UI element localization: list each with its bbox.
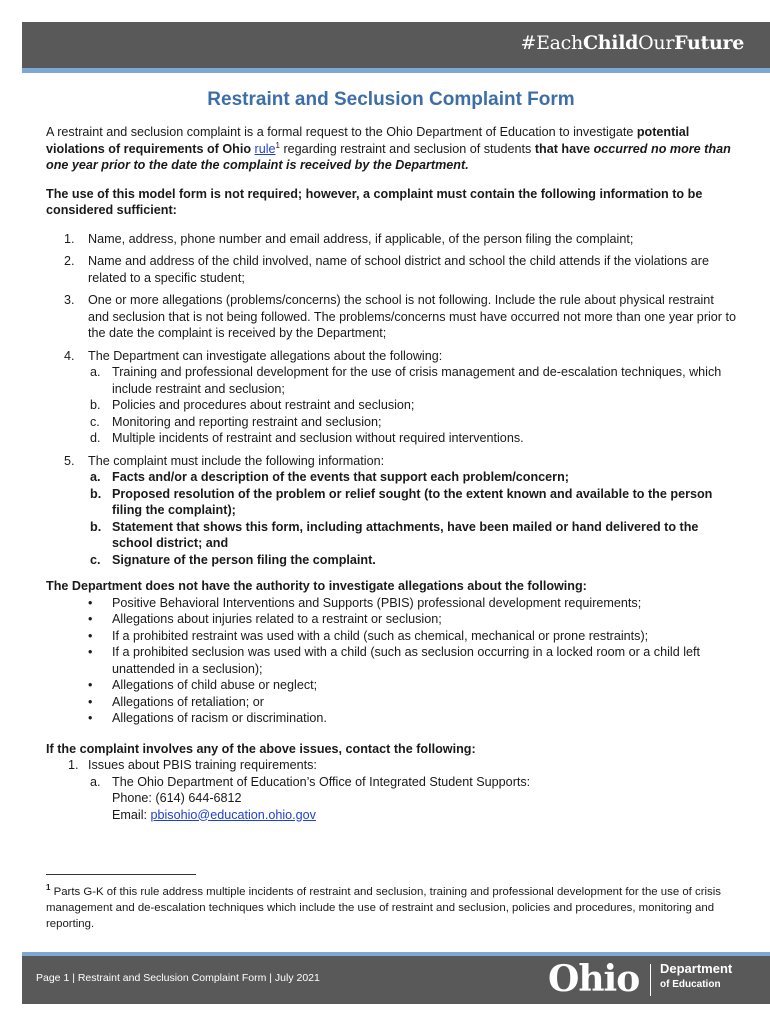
contact-sub-item: a. The Ohio Department of Education’s Office of Integrated Student Supports: [90, 774, 531, 789]
list-item: 1. Name, address, phone number and email address, if applicable, of the person filing the complaint; [64, 231, 634, 246]
sub-item: a. Training and professional development for the use of crisis management and de-escalation techniques, which include restraint and seclusion; [90, 365, 722, 396]
list-item: 2. Name and address of the child involved, name of school district and school the child attends if the violations are related to a specific student; [64, 254, 709, 285]
list-item: • If a prohibited restraint was used with a child (such as chemical, mechanical or prone restraints); [88, 628, 649, 643]
sub-item: b. Statement that shows this form, including attachments, have been mailed or hand delivered to the school district; and [90, 519, 699, 550]
ohio-logo: Ohio [548, 958, 640, 1000]
list-item: 5. The complaint must include the following information: a. Facts and/or a description of the events that support each problem/concern; b. Proposed resolution of the problem or relief sought (to the extent known and available to the person filing the complaint); b. Statement that shows this form, including attachments, have been mailed or hand delivered to the school district; and c. Signature of the person filing the complaint. [46, 453, 736, 569]
contact-heading: If the complaint involves any of the above issues, contact the following: [46, 741, 476, 756]
department-logo-text: Department of Education [660, 961, 733, 990]
list-item: • If a prohibited seclusion was used with a child (such as seclusion occurring in a locked room or a child left unattended in a seclusion); [88, 645, 701, 676]
contact-phone: Phone: (614) 644-6812 [112, 791, 242, 805]
document-body [46, 88, 736, 823]
list-item: • Allegations of child abuse or neglect; [88, 678, 318, 692]
list-item: • Positive Behavioral Interventions and Supports (PBIS) professional development requirements; [88, 595, 642, 610]
sub-item: b. Policies and procedures about restraint and seclusion; [90, 398, 415, 412]
header-bar [22, 22, 770, 68]
no-authority-heading: The Department does not have the authority to investigate allegations about the following: [46, 579, 587, 593]
contact-email: Email: pbisohio@education.ohio.gov [112, 807, 316, 822]
sub-item: c. Monitoring and reporting restraint and seclusion; [90, 414, 382, 429]
footnote: $^1$ Parts G-K of this rule address multiple incidents of restraint and seclusion, training and professional development for the use of crisis management and de-escalation techniques which include the use of restraint and seclusion, policies and procedures, monitoring and reporting. [46, 883, 721, 930]
footnote-divider [46, 874, 196, 875]
list-item: • Allegations about injuries related to a restraint or seclusion; [88, 612, 442, 626]
page-title: Restraint and Seclusion Complaint Form [207, 89, 575, 110]
list-item: • Allegations of racism or discrimination. [88, 711, 327, 725]
sub-item: b. Proposed resolution of the problem or relief sought (to the extent known and available to the person filing the complaint); [90, 486, 713, 517]
list-item: 3. One or more allegations (problems/concerns) the school is not following. Include the rule about physical restraint and seclusion that is not being followed. The problems/concerns must have occurred not more than one year prior to the date the complaint is received by the Department; [64, 293, 737, 340]
hashtag-logo: #EachChildOurFuture [520, 32, 744, 54]
sub-item: a. Facts and/or a description of the events that support each problem/concern; [90, 470, 569, 484]
footer-bar [22, 956, 770, 1004]
rule-link[interactable]: rule [254, 141, 276, 156]
logo-divider [650, 964, 651, 996]
intro-paragraph: A restraint and seclusion complaint is a formal request to the Ohio Department of Education to investigate potential violations of requirements of Ohio rule$^1$ regarding restraint and seclusion of students that have occurred no more than one year prior to the date the complaint is received by the Department. [46, 125, 731, 172]
requirement-note: The use of this model form is not required; however, a complaint must contain the following information to be considered sufficient: [46, 186, 703, 217]
email-link[interactable]: pbisohio@education.ohio.gov [150, 807, 316, 822]
sub-item: c. Signature of the person filing the complaint. [90, 552, 376, 567]
page-info: Page 1 | Restraint and Seclusion Complaint Form | July 2021 [36, 972, 320, 984]
header-accent-line [22, 68, 770, 73]
list-item: • Allegations of retaliation; or [88, 694, 264, 709]
list-item: 4. The Department can investigate allegations about the following: a. Training and professional development for the use of crisis management and de-escalation techniques, which include restraint and seclusion; b. Policies and procedures about restraint and seclusion; c. Monitoring and reporting restraint and seclusion; d. Multiple incidents of restraint and seclusion without required interventions. [46, 348, 736, 447]
requirements-list [46, 231, 736, 569]
contact-item: 1. Issues about PBIS training requirements: [68, 758, 317, 772]
sub-item: d. Multiple incidents of restraint and seclusion without required interventions. [90, 431, 524, 445]
no-authority-list [46, 595, 736, 727]
